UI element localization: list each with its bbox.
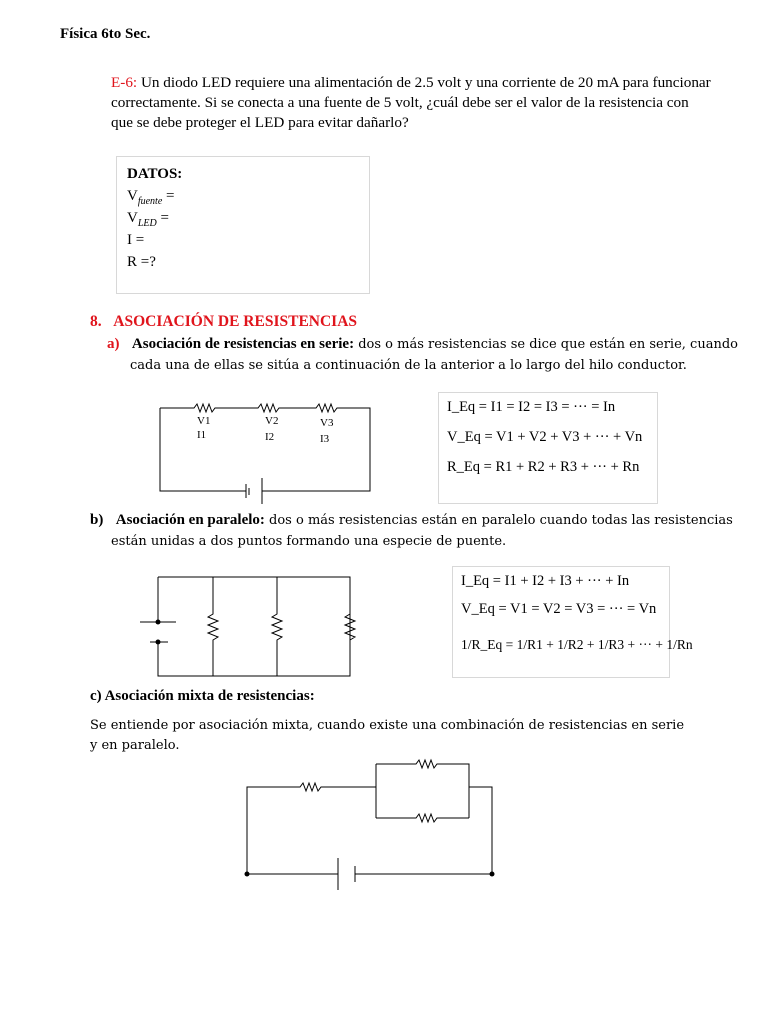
problem-text: Un diodo LED requiere una alimentación de 2.5 volt y una corriente de 20 mA para funcionar correctamente. Si se conecta a una fuente de 5 volt, ¿cuál debe ser el valor de la resistencia con que se debe proteger el LED para evitar dañarlo? (111, 74, 711, 131)
serie-circuit (150, 396, 380, 500)
serie-eq-voltage: V_Eq = V1 + V2 + V3 + ··· + Vn (447, 429, 643, 445)
paralelo-title: Asociación en paralelo: (115, 512, 265, 528)
serie-label: a) (107, 336, 120, 352)
paralelo-equations-box (452, 566, 693, 678)
page-header: Física 6to Sec. (60, 26, 151, 42)
datos-i: I = (127, 232, 145, 248)
paralelo-text: dos o más resistencias están en paralelo cuando todas las resistencias están unidas a dos puntos formando una especie de puente. (111, 513, 733, 549)
serie-paragraph (107, 334, 750, 376)
label-v3: V3 (320, 417, 334, 429)
label-i2: I2 (265, 431, 275, 443)
datos-vled: $V_{LED}$ = (127, 210, 169, 229)
paralelo-paragraph (90, 510, 751, 552)
serie-labels (197, 415, 334, 445)
problem-label: E-6: (111, 74, 138, 91)
label-v2: V2 (265, 415, 279, 427)
serie-eq-resistance: R_Eq = R1 + R2 + R3 + ··· + Rn (447, 459, 640, 475)
problem-statement (111, 73, 711, 133)
datos-vfuente: $V_{fuente}$ = (127, 188, 175, 207)
serie-eq-current: I_Eq = I1 = I2 = I3 = ··· = In (447, 399, 616, 415)
label-i1: I1 (197, 429, 207, 441)
section-heading: 8. ASOCIACIÓN DE RESISTENCIAS (90, 313, 358, 330)
mixta-circuit (240, 756, 500, 896)
datos-box (116, 156, 370, 294)
datos-r: R =? (127, 254, 156, 270)
paralelo-label: b) (90, 512, 104, 528)
label-i3: I3 (320, 433, 330, 445)
serie-text: dos o más resistencias se dice que están en serie, cuando cada una de ellas se sitúa a continuación de la anterior a lo largo del hilo conductor. (130, 337, 738, 373)
datos-title: DATOS: (127, 166, 183, 182)
serie-equations-box (438, 392, 658, 504)
paralelo-eq-current: I_Eq = I1 + I2 + I3 + ··· + In (461, 573, 630, 589)
paralelo-circuit (138, 574, 358, 679)
mixta-text: Se entiende por asociación mixta, cuando existe una combinación de resistencias en serie y en paralelo. (90, 718, 685, 753)
label-v1: V1 (197, 415, 211, 427)
paralelo-eq-voltage: V_Eq = V1 = V2 = V3 = ··· = Vn (461, 601, 657, 617)
paralelo-eq-resistance: 1/R_Eq = 1/R1 + 1/R2 + 1/R3 + ··· + 1/Rn (461, 637, 693, 652)
mixta-title: c) Asociación mixta de resistencias: (90, 688, 315, 704)
serie-title: Asociación de resistencias en serie: (131, 336, 355, 352)
